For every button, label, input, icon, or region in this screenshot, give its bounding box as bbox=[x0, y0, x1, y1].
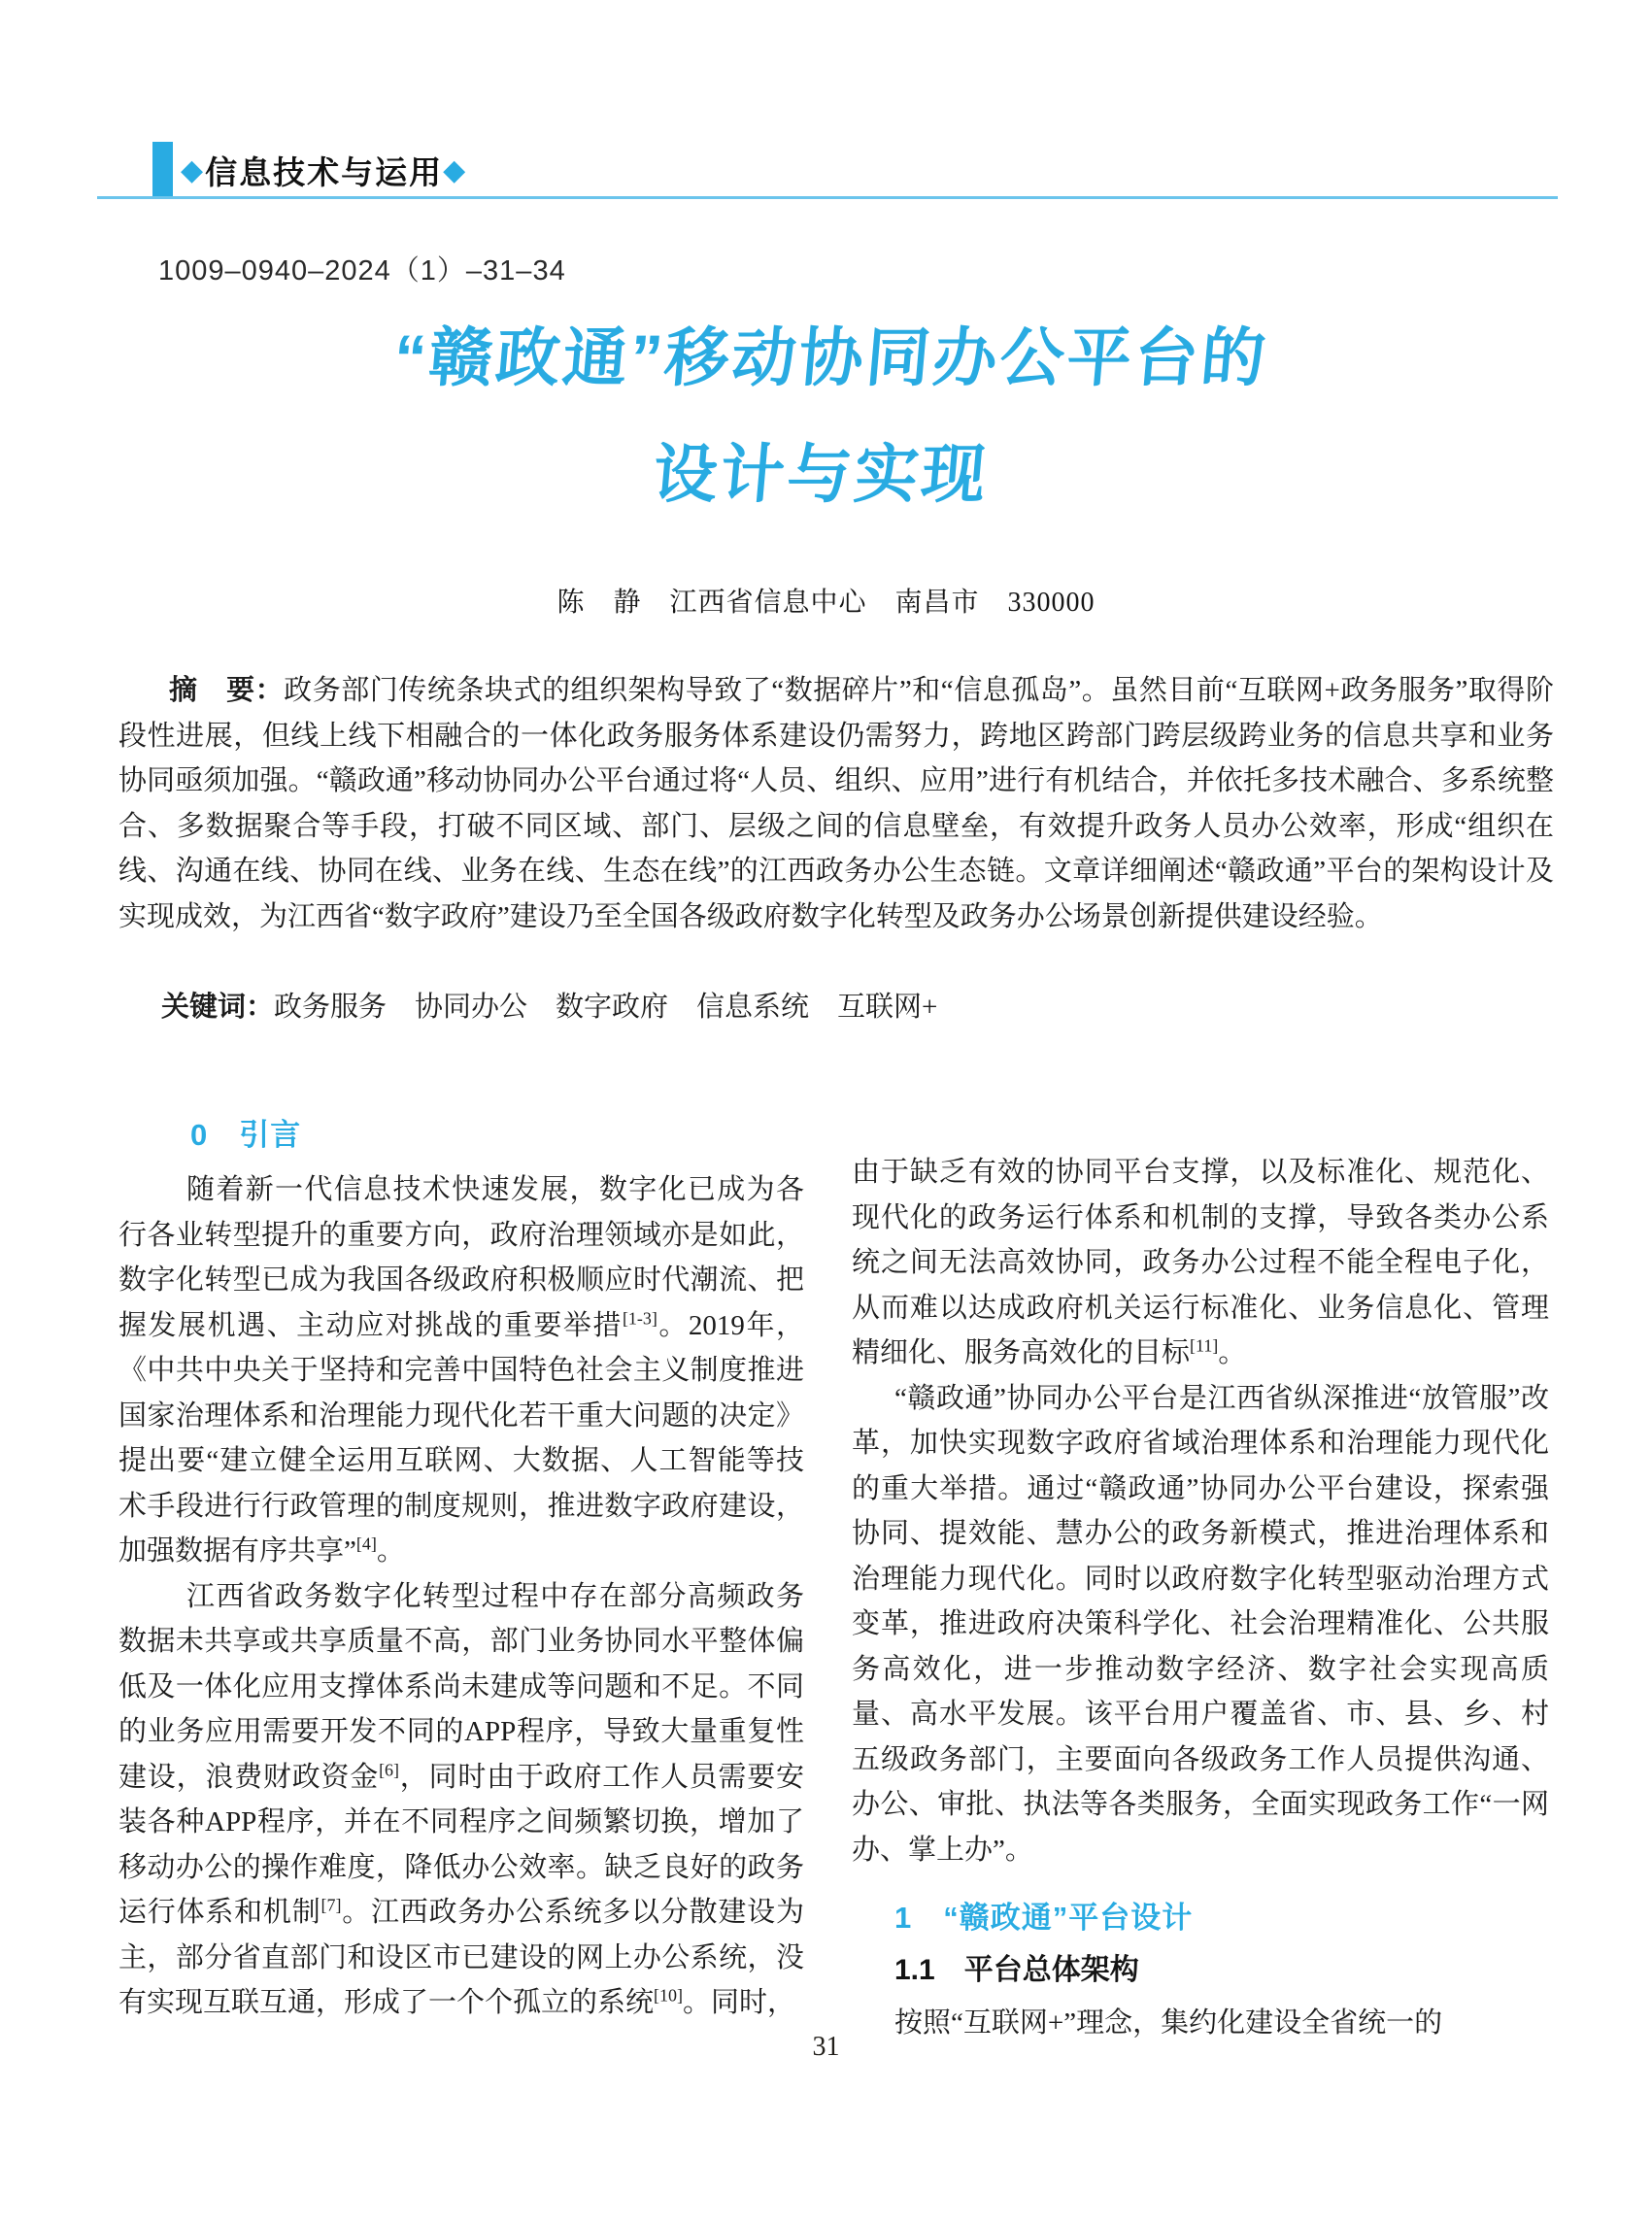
text-segment: 。2019年，《中共中央关于坚持和完善中国特色社会主义制度推进国家治理体系和治理能力现代化若干重大问题的决定》提出要“建立健全运用互联网、大数据、人工智能等技术手段进行行政管理的制度规则，推进数字政府建设，加强数据有序共享” bbox=[118, 1309, 804, 1567]
text-segment: 随着新一代信息技术快速发展，数字化已成为各行各业转型提升的重要方向，政府治理领域亦是如此，数字化转型已成为我国各级政府积极顺应时代潮流、把握发展机遇、主动应对挑战的重要举措 bbox=[118, 1174, 804, 1341]
article-id-number: 1009–0940–2024（1）–31–34 bbox=[158, 255, 566, 287]
subsection-1-1-heading: 1.1 平台总体架构 bbox=[894, 1954, 1139, 1986]
keywords-line bbox=[118, 985, 1554, 1029]
right-column bbox=[852, 1150, 1549, 2046]
header-accent-bar bbox=[152, 142, 173, 198]
architecture-paragraph: 按照“互联网+”理念，集约化建设全省统一的 bbox=[894, 2007, 1443, 2039]
author-affiliation-line: 陈 静 江西省信息中心 南昌市 330000 bbox=[556, 588, 1096, 618]
citation-ref: [6] bbox=[379, 1759, 400, 1779]
text-segment: 江西省政务数字化转型过程中存在部分高频政务数据未共享或共享质量不高，部门业务协同水平整体偏低及一体化应用支撑体系尚未建成等问题和不足。不同的业务应用需要开发不同的APP程序，导致大量重复性建设，浪费财政资金 bbox=[118, 1580, 804, 1793]
diamond-icon-right: ◆ bbox=[443, 153, 468, 186]
abstract-label: 摘 要： bbox=[169, 675, 285, 706]
platform-overview-paragraph: “赣政通”协同办公平台是江西省纵深推进“放管服”改革，加快实现数字政府省域治理体系和治理能力现代化的重大举措。通过“赣政通”协同办公平台建设，探索强协同、提效能、慧办公的政务新模式，推进治理体系和治理能力现代化。同时以政府数字化转型驱动治理方式变革，推进政府决策科学化、社会治理精准化、公共服务高效化，进一步推动数字经济、数字社会实现高质量、高水平发展。该平台用户覆盖省、市、县、乡、村五级政务部门，主要面向各级政务工作人员提供沟通、办公、审批、执法等各类服务，全面实现政务工作“一网办、掌上办”。 bbox=[852, 1382, 1549, 1866]
left-column bbox=[118, 1115, 804, 2026]
article-title-line1: “赣政通”移动协同办公平台的 bbox=[390, 321, 1271, 393]
continuation-paragraph bbox=[852, 1150, 1549, 1376]
citation-ref: [4] bbox=[355, 1534, 377, 1554]
text-segment: ，同时由于政府工作人员需要安装各种APP程序，并在不同程序之间频繁切换，增加了移动办公的操作难度，降低办公效率。缺乏良好的政务运行体系和机制 bbox=[118, 1761, 804, 1928]
diamond-icon-left: ◆ bbox=[181, 153, 206, 186]
intro-paragraph-1 bbox=[118, 1167, 804, 1574]
text-segment: 。江西政务办公系统多以分散建设为主，部分省直部门和设区市已建设的网上办公系统，没有实现互联互通，形成了一个个孤立的系统 bbox=[118, 1897, 804, 2018]
keywords-text: 政务服务 协同办公 数字政府 信息系统 互联网+ bbox=[274, 992, 938, 1023]
section-1-heading: 1 “赣政通”平台设计 bbox=[894, 1901, 1194, 1935]
citation-ref: [1-3] bbox=[622, 1307, 657, 1328]
citation-ref: [10] bbox=[654, 1985, 683, 2006]
journal-section-label bbox=[181, 142, 467, 198]
text-segment: 由于缺乏有效的协同平台支撑，以及标准化、规范化、现代化的政务运行体系和机制的支撑，导致各类办公系统之间无法高效协同，政务办公过程不能全程电子化，从而难以达成政府机关运行标准化、业务信息化、管理精细化、服务高效化的目标 bbox=[852, 1157, 1549, 1368]
abstract-paragraph bbox=[118, 668, 1554, 939]
article-title-line2: 设计与实现 bbox=[650, 438, 992, 510]
page-number: 31 bbox=[812, 2032, 840, 2062]
section-title-text: 信息技术与运用 bbox=[205, 153, 444, 190]
article-title bbox=[0, 299, 1652, 532]
header-divider-rule bbox=[97, 196, 1558, 199]
intro-paragraph-2 bbox=[118, 1574, 804, 2026]
text-segment: 。同时， bbox=[682, 1987, 795, 2018]
abstract-text: 政务部门传统条块式的组织架构导致了“数据碎片”和“信息孤岛”。虽然目前“互联网+政务服务”取得阶段性进展，但线上线下相融合的一体化政务服务体系建设仍需努力，跨地区跨部门跨层级跨业务的信息共享和业务协同亟须加强。“赣政通”移动协同办公平台通过将“人员、组织、应用”进行有机结合，并依托多技术融合、多系统整合、多数据聚合等手段，打破不同区域、部门、层级之间的信息壁垒，有效提升政务人员办公效率，形成“组织在线、沟通在线、协同在线、业务在线、生态在线”的江西政务办公生态链。文章详细阐述“赣政通”平台的架构设计及实现成效，为江西省“数字政府”建设乃至全国各级政府数字化转型及政务办公场景创新提供建设经验。 bbox=[118, 675, 1554, 932]
text-segment: 。 bbox=[376, 1535, 405, 1567]
citation-ref: [7] bbox=[320, 1895, 342, 1915]
citation-ref: [11] bbox=[1190, 1335, 1219, 1356]
section-0-heading: 0 引言 bbox=[190, 1118, 302, 1152]
keywords-label: 关键词： bbox=[161, 992, 275, 1023]
text-segment: 。 bbox=[1218, 1337, 1247, 1368]
